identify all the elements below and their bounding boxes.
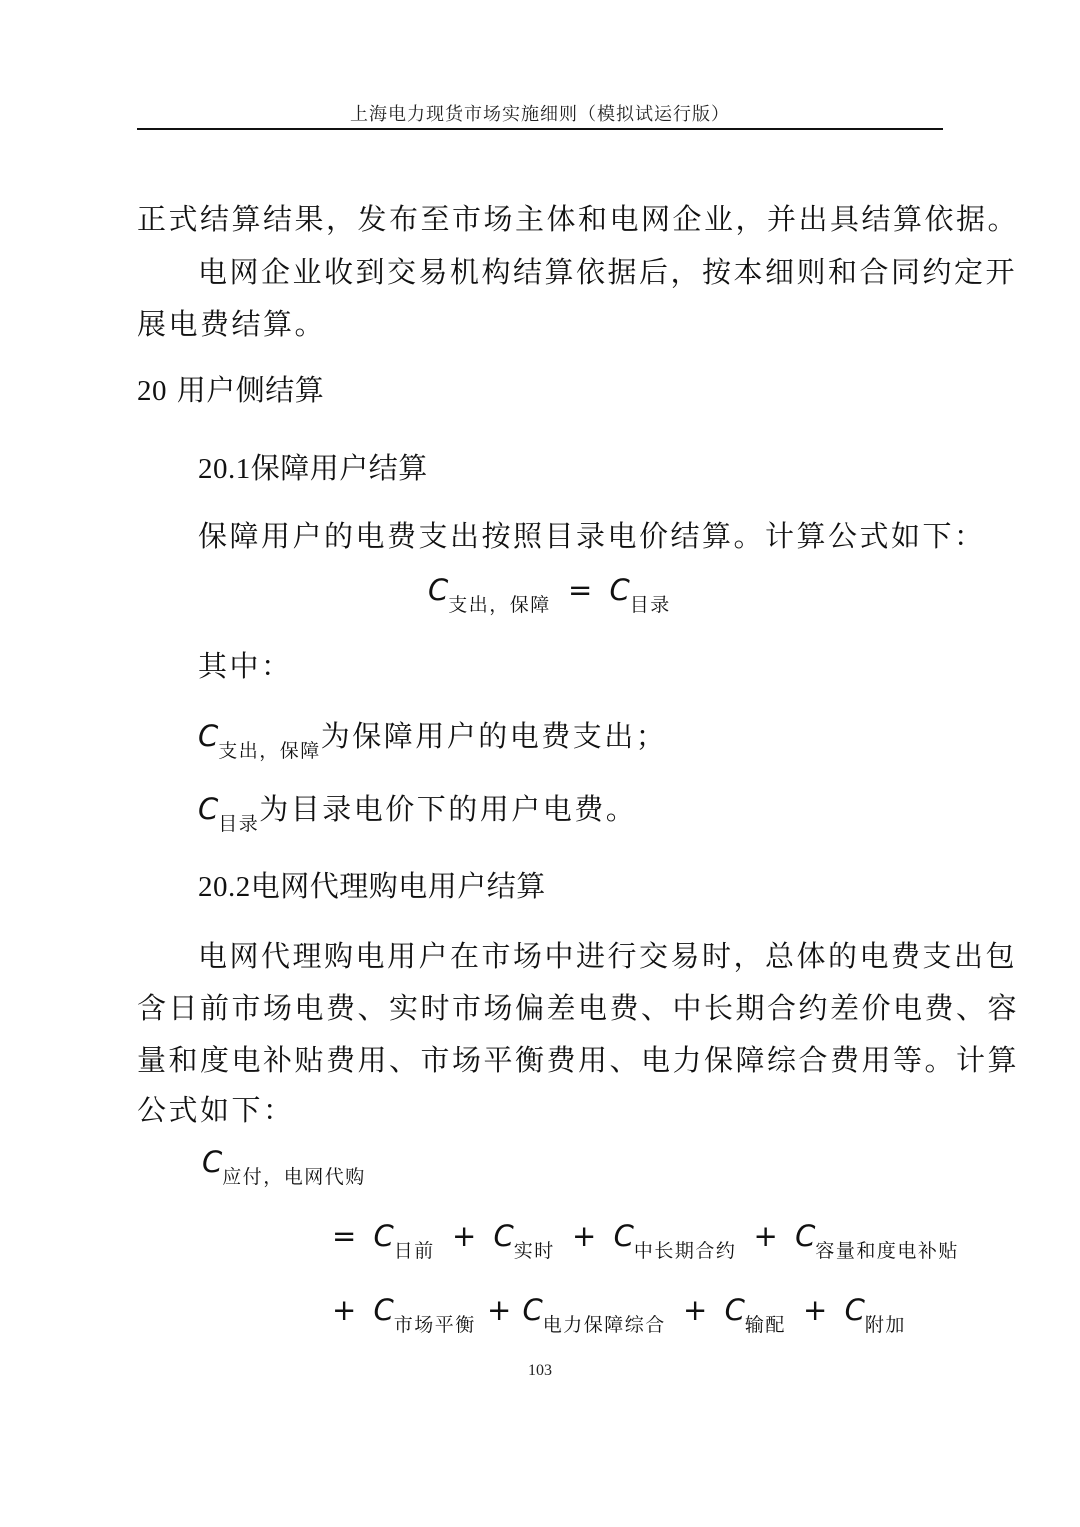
formula-symbol: C <box>613 1219 634 1253</box>
plus-sign: + <box>332 1293 357 1327</box>
formula-symbol: C <box>522 1293 543 1327</box>
equals-sign: = <box>332 1219 357 1253</box>
running-header: 上海电力现货市场实施细则（模拟试运行版） <box>350 104 730 125</box>
paragraph-line: 公式如下： <box>137 1093 295 1127</box>
formula-symbol: C <box>198 792 219 826</box>
section-title: 保障用户结算 <box>250 451 428 485</box>
paragraph-line: 电网代理购电用户在市场中进行交易时，总体的电费支出包 <box>198 939 1018 973</box>
section-number: 20 <box>137 375 167 407</box>
formula-lhs <box>202 1145 366 1188</box>
formula-subscript: 中长期合约 <box>633 1240 737 1262</box>
header-divider <box>137 128 943 130</box>
formula-symbol: C <box>724 1293 745 1327</box>
formula-subscript: 容量和度电补贴 <box>815 1240 959 1262</box>
formula-subscript: 市场平衡 <box>393 1314 476 1336</box>
plus-sign: + <box>487 1293 512 1327</box>
paragraph-line: 电网企业收到交易机构结算依据后，按本细则和合同约定开 <box>198 255 1018 289</box>
formula-symbol: C <box>795 1219 816 1253</box>
formula-subscript: 支出，保障 <box>448 594 551 616</box>
formula-subscript: 目录 <box>218 813 260 835</box>
paragraph-line: 量和度电补贴费用、市场平衡费用、电力保障综合费用等。计算 <box>137 1043 1020 1077</box>
definition-2 <box>198 792 638 835</box>
formula-subscript: 应付，电网代购 <box>222 1166 366 1188</box>
definition-text: 为保障用户的电费支出； <box>320 719 668 753</box>
formula-symbol: C <box>428 573 449 607</box>
formula-line-2 <box>332 1293 906 1336</box>
formula-symbol: C <box>202 1145 223 1179</box>
section-number: 20.2 <box>198 871 251 903</box>
section-number: 20.1 <box>198 453 251 485</box>
page-number: 103 <box>528 1362 552 1379</box>
paragraph-line: 含日前市场电费、实时市场偏差电费、中长期合约差价电费、容 <box>137 991 1020 1025</box>
plus-sign: + <box>753 1219 778 1253</box>
section-heading-20 <box>137 373 325 407</box>
definition-text: 为目录电价下的用户电费。 <box>259 792 638 826</box>
formula-subscript: 附加 <box>864 1314 906 1336</box>
formula-subscript: 日前 <box>393 1240 435 1262</box>
formula-subscript: 目录 <box>629 594 671 616</box>
formula-symbol: C <box>844 1293 865 1327</box>
formula-symbol: C <box>609 573 630 607</box>
formula-symbol: C <box>373 1219 394 1253</box>
section-title: 电网代理购电用户结算 <box>250 869 546 903</box>
formula-guarantee <box>428 573 671 616</box>
section-heading-20-2 <box>198 869 546 903</box>
paragraph-continuation: 正式结算结果，发布至市场主体和电网企业，并出具结算依据。 <box>137 202 1020 236</box>
equals-sign: = <box>567 573 593 607</box>
formula-subscript: 电力保障综合 <box>542 1314 666 1336</box>
formula-subscript: 支出，保障 <box>218 740 321 762</box>
formula-subscript: 输配 <box>744 1314 786 1336</box>
paragraph-intro: 保障用户的电费支出按照目录电价结算。计算公式如下： <box>198 519 986 553</box>
plus-sign: + <box>452 1219 477 1253</box>
section-heading-20-1 <box>198 451 428 485</box>
plus-sign: + <box>803 1293 828 1327</box>
formula-symbol: C <box>493 1219 514 1253</box>
where-label: 其中： <box>198 649 293 683</box>
formula-symbol: C <box>373 1293 394 1327</box>
formula-symbol: C <box>198 719 219 753</box>
formula-subscript: 实时 <box>513 1240 555 1262</box>
section-title: 用户侧结算 <box>176 373 325 407</box>
plus-sign: + <box>683 1293 708 1327</box>
plus-sign: + <box>572 1219 597 1253</box>
definition-1 <box>198 719 668 762</box>
formula-line-1 <box>332 1219 959 1262</box>
paragraph-line: 展电费结算。 <box>137 307 327 341</box>
